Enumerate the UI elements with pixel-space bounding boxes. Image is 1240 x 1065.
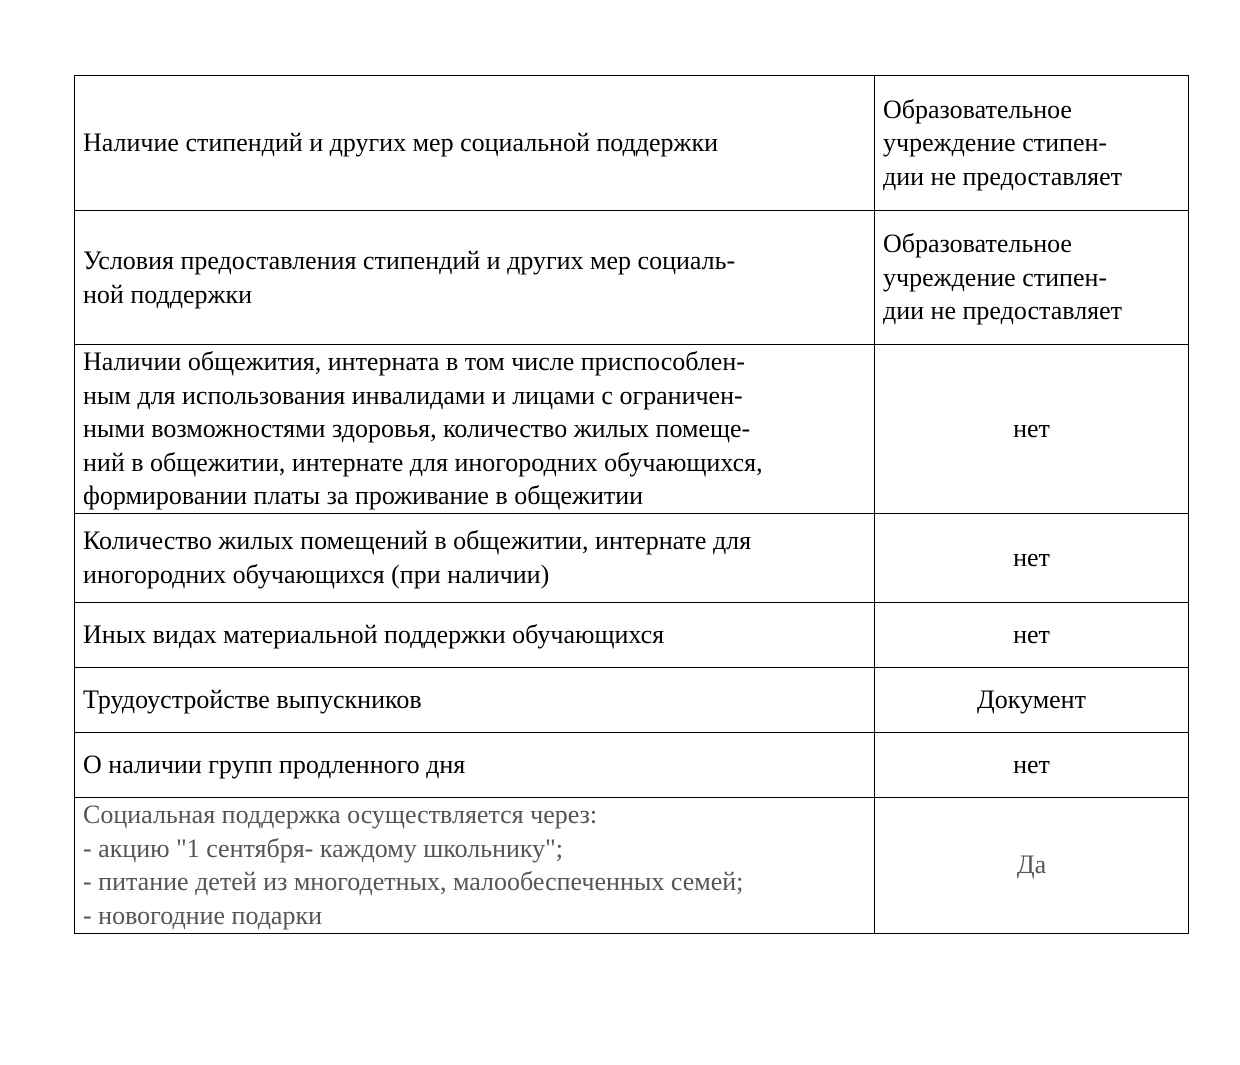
table-row <box>75 797 1189 933</box>
row-label: Наличие стипендий и других мер социальной поддержки <box>75 76 875 211</box>
info-table <box>74 75 1189 934</box>
row-value: Образовательное учреждение стипен- дии не предоставляет <box>875 76 1189 211</box>
row-value: Документ <box>875 667 1189 732</box>
row-label: О наличии групп продленного дня <box>75 732 875 797</box>
table-row <box>75 602 1189 667</box>
table-row <box>75 345 1189 514</box>
table-row <box>75 211 1189 345</box>
row-value: нет <box>875 513 1189 602</box>
table-row <box>75 513 1189 602</box>
row-value: Да <box>875 797 1189 933</box>
row-value: нет <box>875 732 1189 797</box>
row-label: Условия предоставления стипендий и других мер социаль- ной поддержки <box>75 211 875 345</box>
row-value: Образовательное учреждение стипен- дии не предоставляет <box>875 211 1189 345</box>
row-label: Социальная поддержка осуществляется через: - акцию "1 сентября- каждому школьнику"; - питание детей из многодетных, малообеспеченных семей; - новогодние подарки <box>75 797 875 933</box>
row-label: Количество жилых помещений в общежитии, интернате для иногородних обучающихся (при наличии) <box>75 513 875 602</box>
row-label: Иных видах материальной поддержки обучающихся <box>75 602 875 667</box>
table-row <box>75 76 1189 211</box>
row-label: Наличии общежития, интерната в том числе приспособлен- ным для использования инвалидами и лицами с ограничен- ными возможностями здоровья, количество жилых помеще- ний в общежитии, интернате для иногородних обучающихся, формировании платы за проживание в общежитии <box>75 345 875 514</box>
row-value: нет <box>875 602 1189 667</box>
row-label: Трудоустройстве выпускников <box>75 667 875 732</box>
table-row <box>75 667 1189 732</box>
table-row <box>75 732 1189 797</box>
row-value: нет <box>875 345 1189 514</box>
